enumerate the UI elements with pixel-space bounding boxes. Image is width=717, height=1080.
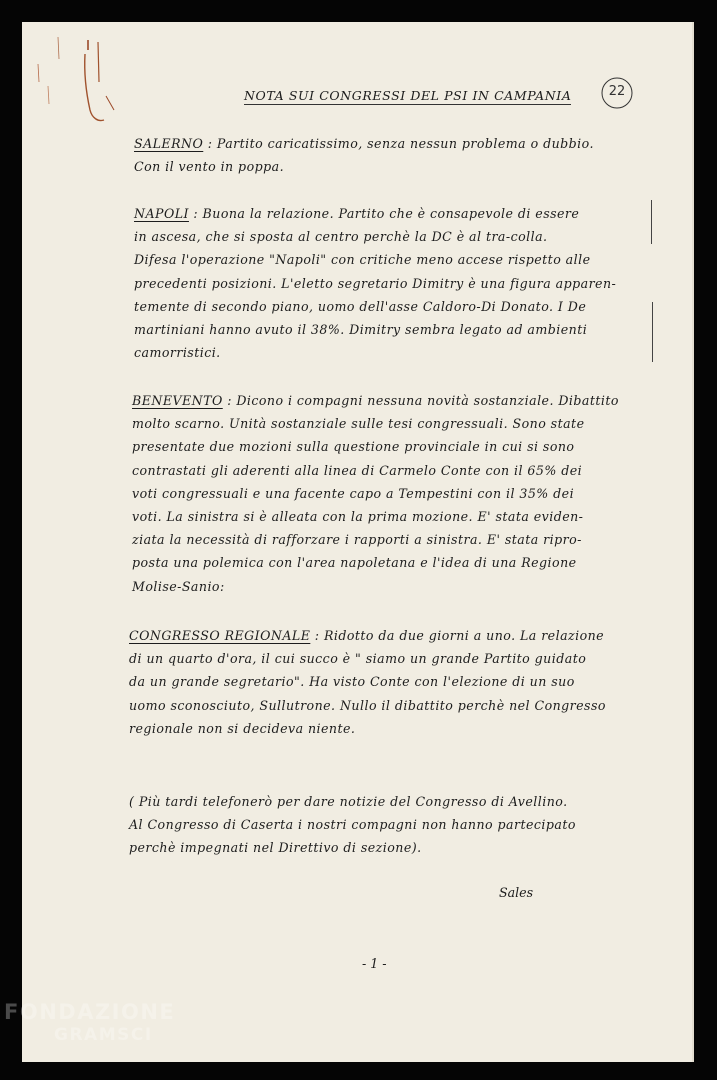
- paragraph-line: Difesa l'operazione "Napoli" con critiche meno accese rispetto alle: [134, 252, 591, 268]
- paragraph-closing-note: [129, 790, 633, 860]
- page-footer-number: - 1 -: [362, 956, 387, 971]
- paragraph-line: in ascesa, che si sposta al centro perchè la DC è al tra-colla.: [134, 229, 548, 245]
- paragraph-line: temente di secondo piano, uomo dell'asse Caldoro-Di Donato. I De: [134, 298, 587, 314]
- document-page: [22, 22, 694, 1062]
- paragraph-line: BENEVENTO : Dicono i compagni nessuna novità sostanziale. Dibattito: [132, 393, 619, 408]
- archive-watermark: [4, 1000, 175, 1046]
- paragraph-line: di un quarto d'ora, il cui succo è " siamo un grande Partito guidato: [129, 651, 587, 667]
- paragraph-line: regionale non si decideva niente.: [129, 720, 356, 736]
- paragraph-line: precedenti posizioni. L'eletto segretario Dimitry è una figura apparen-: [134, 275, 617, 291]
- paragraph-line: voti congressuali e una facente capo a Tempestini con il 35% dei: [132, 485, 575, 501]
- paragraph-line: presentate due mozioni sulla questione provinciale in cui si sono: [132, 439, 575, 455]
- section-label-benevento: BENEVENTO: [132, 393, 223, 408]
- paragraph-line: martiniani hanno avuto il 38%. Dimitry sembra legato ad ambienti: [134, 321, 588, 337]
- watermark-line: FONDAZIONE: [4, 1000, 176, 1024]
- paragraph-line: CONGRESSO REGIONALE : Ridotto da due giorni a uno. La relazione: [129, 628, 605, 643]
- section-label-napoli: NAPOLI: [134, 206, 189, 221]
- paragraph-napoli: [134, 202, 640, 364]
- paragraph-line: voti. La sinistra si è alleata con la prima mozione. E' stata eviden-: [132, 508, 584, 524]
- paragraph-line: Molise-Sanio:: [132, 578, 225, 594]
- paragraph-line: Al Congresso di Caserta i nostri compagni non hanno partecipato: [129, 817, 576, 833]
- paragraph-line: molto scarno. Unità sostanziale sulle tesi congressuali. Sono state: [132, 416, 585, 432]
- paragraph-line: perchè impegnati nel Direttivo di sezione).: [129, 840, 422, 856]
- page-number-stamp: [600, 76, 634, 110]
- paragraph-line: ( Più tardi telefonerò per dare notizie del Congresso di Avellino.: [129, 794, 568, 809]
- paragraph-line: contrastati gli aderenti alla linea di Carmelo Conte con il 65% dei: [132, 462, 583, 478]
- watermark-line: GRAMSCI: [54, 1025, 153, 1045]
- paragraph-line: da un grande segretario". Ha visto Conte con l'elezione di un suo: [129, 674, 575, 690]
- paragraph-benevento: [132, 389, 636, 598]
- handwritten-marks: [22, 22, 152, 132]
- margin-line: [651, 200, 652, 244]
- paragraph-line: uomo sconosciuto, Sullutrone. Nullo il dibattito perchè nel Congresso: [129, 697, 606, 713]
- paragraph-line: Con il vento in poppa.: [134, 159, 285, 175]
- paragraph-line: SALERNO : Partito caricatissimo, senza nessun problema o dubbio.: [134, 136, 594, 151]
- paragraph-congresso-regionale: [129, 624, 633, 740]
- paragraph-line: ziata la necessità di rafforzare i rapporti a sinistra. E' stata ripro-: [132, 532, 582, 548]
- paragraph-line: camorristici.: [134, 345, 221, 361]
- margin-line: [652, 302, 653, 362]
- section-label-regionale: CONGRESSO REGIONALE: [129, 628, 311, 643]
- page-number-mark: 22: [608, 84, 626, 99]
- signature: Sales: [499, 885, 534, 900]
- section-label-salerno: SALERNO: [134, 136, 204, 151]
- paragraph-salerno: [134, 132, 640, 178]
- document-title: NOTA SUI CONGRESSI DEL PSI IN CAMPANIA: [244, 88, 572, 103]
- paragraph-line: posta una polemica con l'area napoletana e l'idea di una Regione: [132, 555, 577, 571]
- paragraph-line: NAPOLI : Buona la relazione. Partito che è consapevole di essere: [134, 206, 580, 221]
